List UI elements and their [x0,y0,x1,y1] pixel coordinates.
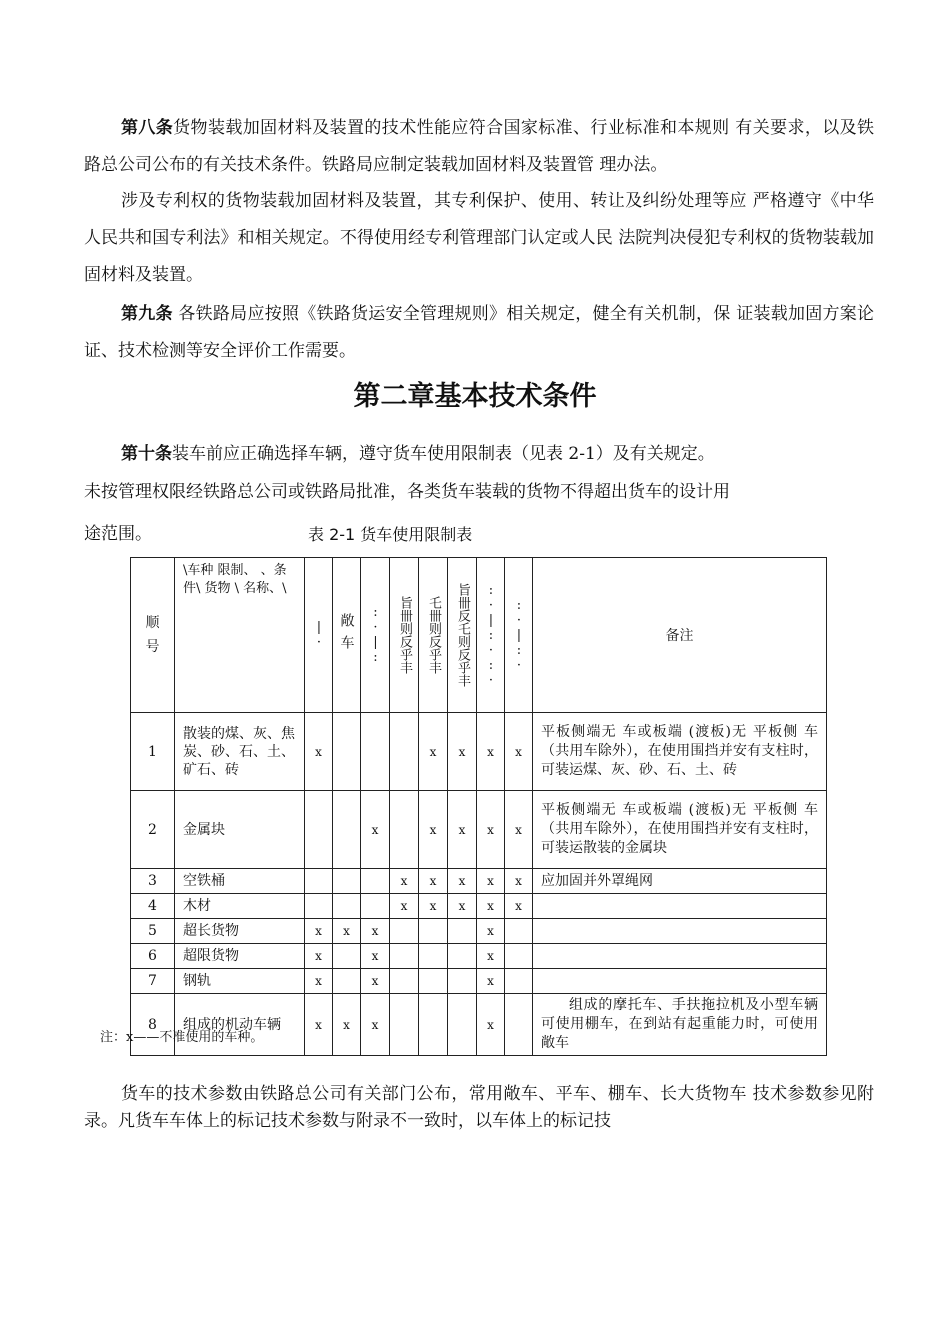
row-mark-col-6: x [448,869,477,894]
row-mark-col-2: x [333,919,361,944]
row-mark-col-3 [361,869,390,894]
row-cargo-name: 组成的机动车辆 [175,994,305,1056]
row-mark-col-5: x [419,894,448,919]
header-col-6: 旨卌反乇则反乎丰 [448,558,477,713]
row-mark-col-1: x [305,944,333,969]
row-num: 5 [131,919,175,944]
header-col-1: |· [305,558,333,713]
row-mark-col-2 [333,869,361,894]
row-mark-col-4 [390,919,419,944]
article-10-text: 装车前应正确选择车辆，遵守货车使用限制表（见表 2-1）及有关规定。 [172,444,715,464]
row-num: 6 [131,944,175,969]
row-mark-col-4 [390,994,419,1056]
row-mark-col-3 [361,713,390,791]
row-note [533,919,827,944]
row-mark-col-2 [333,969,361,994]
table-row [131,713,827,791]
row-num: 7 [131,969,175,994]
row-mark-col-7: x [477,791,505,869]
article-10-heading: 第十条 [121,444,172,464]
row-mark-col-2 [333,894,361,919]
row-mark-col-3 [361,894,390,919]
row-mark-col-3: x [361,791,390,869]
row-mark-col-8 [505,969,533,994]
row-note: 平板侧端无 车或板端 (渡板)无 平板侧 车（共用车除外），在使用围挡并安有支柱时，可装运煤、灰、砂、石、土、砖 [533,713,827,791]
row-note: 组成的摩托车、手扶拖拉机及小型车辆可使用棚车，在到站有起重能力时，可使用敞车 [533,994,827,1056]
row-mark-col-5: x [419,869,448,894]
table-row [131,944,827,969]
row-note: 应加固并外罩绳网 [533,869,827,894]
row-mark-col-5 [419,944,448,969]
row-cargo-name: 超限货物 [175,944,305,969]
row-mark-col-8: x [505,791,533,869]
header-col-4: 旨卌则反乎丰 [390,558,419,713]
article-9 [84,296,874,370]
row-mark-col-3: x [361,994,390,1056]
row-mark-col-8: x [505,894,533,919]
row-mark-col-4 [390,713,419,791]
table-row [131,969,827,994]
row-mark-col-8 [505,994,533,1056]
row-num: 4 [131,894,175,919]
article-9-text: 各铁路局应按照《铁路货运安全管理规则》相关规定，健全有关机制，保 证装载加固方案论证、技术检测等安全评价工作需要。 [84,304,874,361]
row-mark-col-1 [305,894,333,919]
row-mark-col-6 [448,969,477,994]
patent-paragraph: 涉及专利权的货物装载加固材料及装置，其专利保护、使用、转让及纠纷处理等应 严格遵守《中华人民共和国专利法》和相关规定。不得使用经专利管理部门认定或人民 法院判决侵犯专利权的货物装载加固材料及装置。 [84,191,874,285]
table-row [131,894,827,919]
article-9-heading: 第九条 [121,304,173,324]
row-mark-col-1 [305,791,333,869]
article-8-heading: 第八条 [121,118,174,138]
row-mark-col-8: x [505,869,533,894]
article-10-line-2: 未按管理权限经铁路总公司或铁路局批准，各类货车装载的货物不得超出货车的设计用 [84,482,730,502]
row-cargo-name: 木材 [175,894,305,919]
row-mark-col-4 [390,969,419,994]
table-footnote: 注：x——不准使用的车种。 [100,1030,264,1045]
row-mark-col-1: x [305,713,333,791]
row-cargo-name: 金属块 [175,791,305,869]
row-mark-col-2 [333,713,361,791]
row-mark-col-2 [333,791,361,869]
chapter-title: 第二章基本技术条件 [353,381,597,412]
table-row [131,869,827,894]
row-mark-col-3: x [361,944,390,969]
row-note [533,944,827,969]
row-mark-col-8 [505,944,533,969]
row-mark-col-4: x [390,894,419,919]
row-mark-col-4 [390,944,419,969]
table-caption: 表 2-1 货车使用限制表 [308,525,473,544]
row-mark-col-2: x [333,994,361,1056]
header-col-7: :·|:·:· [477,558,505,713]
row-mark-col-5 [419,969,448,994]
row-mark-col-8: x [505,713,533,791]
row-mark-col-4 [390,791,419,869]
row-num: 1 [131,713,175,791]
row-num: 2 [131,791,175,869]
row-mark-col-1: x [305,919,333,944]
row-mark-col-7: x [477,869,505,894]
table-row [131,919,827,944]
row-mark-col-7: x [477,919,505,944]
row-cargo-name: 空铁桶 [175,869,305,894]
row-mark-col-4: x [390,869,419,894]
row-mark-col-3: x [361,969,390,994]
row-mark-col-5 [419,919,448,944]
last-paragraph: 货车的技术参数由铁路总公司有关部门公布，常用敞车、平车、棚车、长大货物车 技术参数参见附录。凡货车车体上的标记技术参数与附录不一致时，以车体上的标记技 [84,1084,874,1131]
article-8-text: 货物装载加固材料及装置的技术性能应符合国家标准、行业标准和本规则 有关要求，以及铁路总公司公布的有关技术条件。铁路局应制定装载加固材料及装置管 理办法。 [84,118,875,175]
row-mark-col-7: x [477,944,505,969]
table-row [131,791,827,869]
article-8 [84,110,874,184]
row-mark-col-5: x [419,713,448,791]
row-cargo-name: 超长货物 [175,919,305,944]
row-note [533,969,827,994]
article-10 [121,439,715,469]
row-mark-col-5: x [419,791,448,869]
table-header-row [131,558,827,713]
row-mark-col-3: x [361,919,390,944]
row-num: 3 [131,869,175,894]
row-mark-col-6 [448,994,477,1056]
header-note: 备注 [533,558,827,713]
row-num: 8 [131,994,175,1056]
row-note: 平板侧端无 车或板端 (渡板)无 平板侧 车（共用车除外），在使用围挡并安有支柱时，可装运散装的金属块 [533,791,827,869]
row-mark-col-7: x [477,994,505,1056]
row-mark-col-6: x [448,791,477,869]
row-note [533,894,827,919]
row-mark-col-2 [333,944,361,969]
row-mark-col-6: x [448,713,477,791]
row-mark-col-1 [305,869,333,894]
header-col-8: :·|:· [505,558,533,713]
row-mark-col-8 [505,919,533,944]
row-mark-col-7: x [477,713,505,791]
article-10-line-3: 途范围。 [84,524,152,544]
row-mark-col-6 [448,919,477,944]
header-col-3: :·|: [361,558,390,713]
row-mark-col-1: x [305,994,333,1056]
header-num: 顺号 [131,558,175,713]
header-col-2: 敞车 [333,558,361,713]
row-mark-col-1: x [305,969,333,994]
row-mark-col-6 [448,944,477,969]
row-mark-col-7: x [477,894,505,919]
row-mark-col-7: x [477,969,505,994]
row-cargo-name: 散装的煤、灰、焦炭、砂、石、土、矿石、砖 [175,713,305,791]
row-cargo-name: 钢轨 [175,969,305,994]
row-mark-col-5 [419,994,448,1056]
wagon-limit-table [130,557,827,1056]
row-mark-col-6: x [448,894,477,919]
header-col-5: 乇卌则反乎丰 [419,558,448,713]
header-diagonal: \车种 限制、 、条件\ 货物 \ 名称、\ [175,558,305,713]
